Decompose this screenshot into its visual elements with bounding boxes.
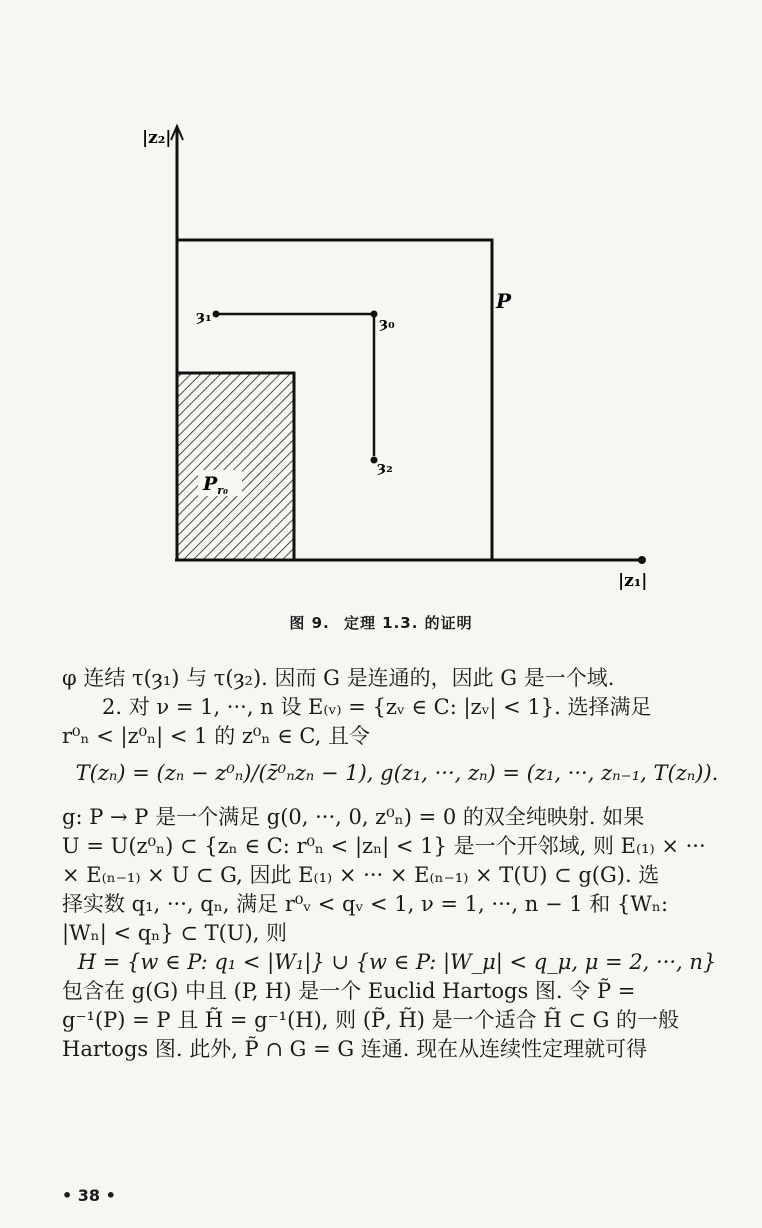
body-line: 择实数 q₁, ···, qₙ, 满足 r⁰ᵥ < qᵥ < 1, ν = 1, ···, n − 1 和 {Wₙ: bbox=[62, 892, 669, 916]
y-axis-label: |z₂| bbox=[142, 128, 172, 148]
hatched-region bbox=[177, 373, 294, 560]
formula-T: T(zₙ) = (zₙ − z⁰ₙ)/(z̄⁰ₙzₙ − 1), g(z₁, ···, zₙ) = (z₁, ···, zₙ₋₁, T(zₙ)). bbox=[75, 761, 719, 785]
body-text bbox=[62, 664, 732, 1064]
page-number: • 38 • bbox=[62, 1186, 116, 1205]
body-line: r⁰ₙ < |z⁰ₙ| < 1 的 z⁰ₙ ∈ C, 且令 bbox=[62, 724, 370, 748]
body-line: 包含在 g(G) 中且 (P, H) 是一个 Euclid Hartogs 图. 令 P̃ = bbox=[62, 979, 636, 1003]
region-P-label: P bbox=[496, 289, 512, 313]
caption-title: 定理 1.3. 的证明 bbox=[343, 614, 473, 632]
point-z0-label: ȝ₀ bbox=[379, 314, 395, 332]
hatched-region-label: $P_{r_0}$ bbox=[203, 473, 228, 497]
point-z0 bbox=[371, 311, 378, 318]
point-z1-label: ȝ₁ bbox=[196, 307, 212, 325]
body-line: g⁻¹(P) = P 且 H̃ = g⁻¹(H), 则 (P̃, H̃) 是一个适合 H̃ ⊂ G 的一般 bbox=[62, 1008, 680, 1032]
formula-H: H = {w ∈ P: q₁ < |W₁|} ∪ {w ∈ P: |W_μ| < q_μ, μ = 2, ···, n} bbox=[77, 950, 717, 974]
body-line: U = U(z⁰ₙ) ⊂ {zₙ ∈ C: r⁰ₙ < |zₙ| < 1} 是一个开邻域, 则 E₍₁₎ × ··· bbox=[62, 834, 706, 858]
body-line: Hartogs 图. 此外, P̃ ∩ G = G 连通. 现在从连续性定理就可得 bbox=[62, 1037, 648, 1061]
caption-figure-number: 图 9. bbox=[289, 614, 330, 632]
body-line: g: P → P 是一个满足 g(0, ···, 0, z⁰ₙ) = 0 的双全纯映射. 如果 bbox=[62, 805, 645, 829]
body-line: × E₍ₙ₋₁₎ × U ⊂ G, 因此 E₍₁₎ × ··· × E₍ₙ₋₁₎ × T(U) ⊂ g(G). 选 bbox=[62, 863, 660, 887]
body-line: φ 连结 τ(ȝ₁) 与 τ(ȝ₂). 因而 G 是连通的，因此 G 是一个域. bbox=[62, 666, 615, 690]
point-z1 bbox=[213, 311, 220, 318]
point-z2-label: ȝ₂ bbox=[377, 458, 393, 476]
body-line: |Wₙ| < qₙ} ⊂ T(U), 则 bbox=[62, 921, 288, 945]
x-axis-label: |z₁| bbox=[618, 571, 648, 591]
figure-caption bbox=[0, 612, 762, 633]
x-axis-end-dot bbox=[638, 556, 646, 564]
body-line: 2. 对 ν = 1, ···, n 设 E₍ᵥ₎ = {zᵥ ∈ C: |zᵥ| < 1}. 选择满足 bbox=[102, 695, 652, 719]
